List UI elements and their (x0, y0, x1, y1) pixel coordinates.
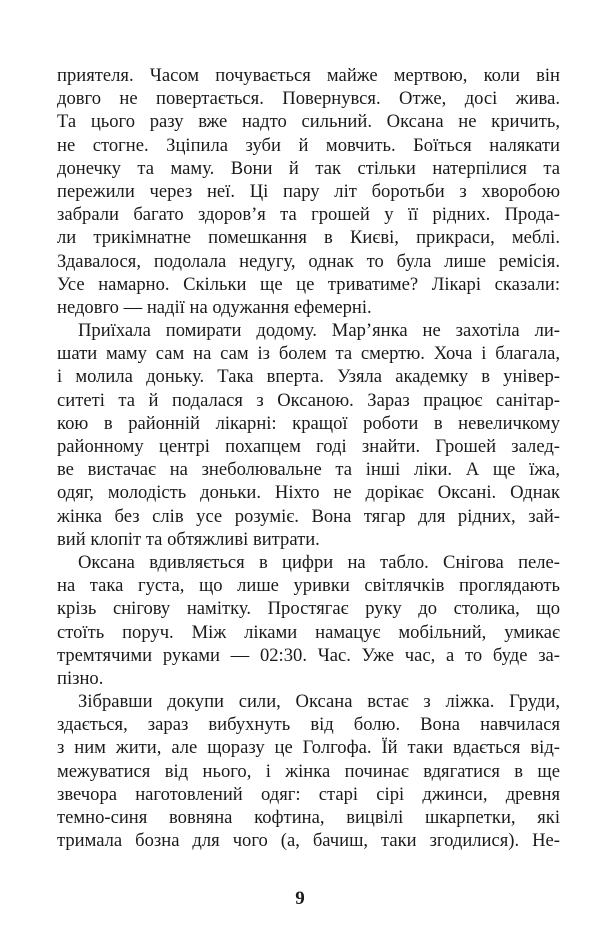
text-line: Зібравши докупи сили, Оксана встає з ліжка. Груди, (78, 691, 560, 713)
text-line: пережили через неї. Ці пару літ боротьби з хворобою (57, 180, 560, 202)
text-line: ли трикімнатне помешкання в Києві, прикраси, меблі. (57, 227, 560, 249)
text-line: з ним жити, але щоразу це Голгофа. Їй таки вдається від- (57, 737, 560, 759)
text-line: шати маму сам на сам із болем та смертю. Хоча і благала, (57, 343, 560, 365)
page-number: 9 (295, 888, 305, 909)
text-line: приятеля. Часом почувається майже мертвою, коли він (57, 65, 560, 86)
text-line: одяг, молодість доньки. Ніхто не дорікає Оксані. Однак (57, 482, 560, 504)
text-line: темно-синя вовняна кофтина, вицвілі шкарпетки, які (57, 807, 560, 828)
text-line: донечку та маму. Вони й так стільки натерпілися та (57, 157, 560, 179)
text-line: районному центрі похапцем годі знайти. Грошей залед- (57, 436, 560, 457)
text-line: вий клопіт та обтяжливі витрати. (57, 528, 320, 550)
text-line: звечора наготовлений одяг: старі сірі джинси, древня (57, 783, 560, 805)
text-line: крізь снігову намітку. Простягає руку до столика, що (57, 598, 560, 620)
paragraph (57, 64, 560, 319)
text-line: стоїть поруч. Між ліками намацує мобільний, умикає (57, 621, 560, 643)
text-line: недовго — надії на одужання ефемерні. (57, 296, 372, 318)
paragraph (57, 319, 560, 551)
paragraph (57, 551, 560, 690)
text-line: довго не повертається. Повернувся. Отже, досі жива. (57, 88, 560, 110)
text-line: Оксана вдивляється в цифри на табло. Снігова пеле- (78, 551, 560, 573)
text-line: ситеті та й подалася з Оксаною. Зараз працює санітар- (57, 389, 560, 411)
text-line: не стогне. Зціпила зуби й мовчить. Боїться налякати (57, 134, 560, 156)
text-line: тримала бозна для чого (а, бачиш, таки згодилися). Не- (57, 830, 560, 852)
body-text (57, 64, 560, 852)
text-line: на така густа, що лише уривки світлячків проглядають (57, 575, 560, 597)
text-line: жінка без слів усе розуміє. Вона тягар для рідних, зай- (57, 505, 560, 527)
text-line: і молила доньку. Така вперта. Узяла академку в універ- (57, 366, 560, 388)
text-line: Здавалося, подолала недугу, однак то була лише ремісія. (57, 250, 560, 272)
text-line: Та цього разу вже надто сильний. Оксана не кричить, (57, 111, 560, 133)
text-line: ве вистачає на знеболювальне та інші ліки. А ще їжа, (57, 459, 560, 481)
paragraph (57, 690, 560, 852)
text-line: здається, зараз вибухнуть від болю. Вона навчилася (57, 714, 560, 736)
text-line: Усе намарно. Скільки ще це триватиме? Лікарі сказали: (57, 273, 560, 295)
text-line: кою в районній лікарні: кращої роботи в невеличкому (57, 412, 560, 434)
text-line: забрали багато здоров’я та грошей у її рідних. Прода- (57, 204, 560, 226)
text-line: тремтячими руками — 02:30. Час. Уже час, а то буде за- (57, 644, 560, 666)
text-line: межуватися від нього, і жінка починає вдягатися в ще (57, 760, 560, 782)
text-line: пізно. (57, 667, 104, 689)
text-line: Приїхала помирати додому. Мар’янка не захотіла ли- (78, 320, 560, 342)
